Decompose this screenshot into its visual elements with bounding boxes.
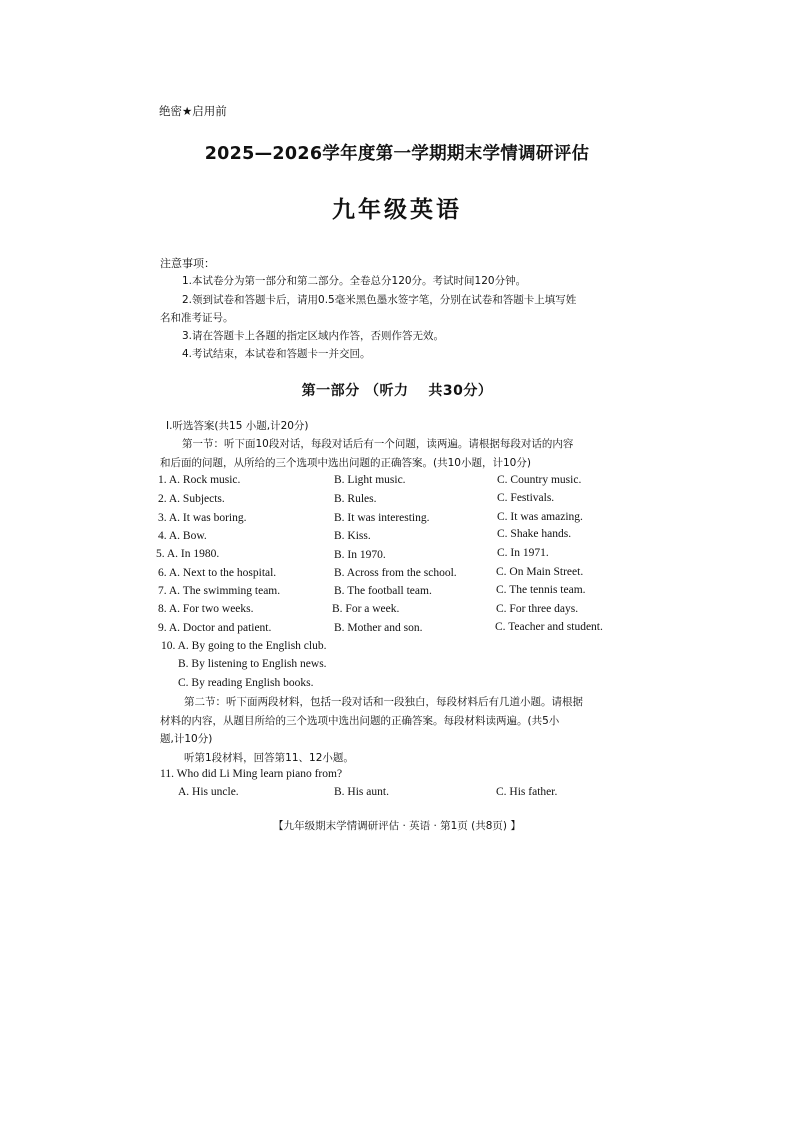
option-c: C. Teacher and student. [495,621,603,633]
sub-section-1-instructions: 第一节：听下面10段对话，每段对话后有一个问题，读两遍。请根据每段对话的内容 [182,438,574,450]
option-a: 7. A. The swimming team. [158,585,281,597]
option-c: C. On Main Street. [496,566,584,578]
option-a: 1. A. Rock music. [158,474,241,486]
note-item-3: 3.请在答题卡上各题的指定区域内作答，否则作答无效。 [182,330,445,342]
option-b: B. Mother and son. [334,622,423,634]
note-item-1: 1.本试卷分为第一部分和第二部分。全卷总分120分。考试时间120分钟。 [182,275,527,287]
page-footer: 【九年级期末学情调研评估 · 英语 · 第1页 (共8页) 】 [273,820,521,832]
option-b: B. It was interesting. [334,512,430,524]
option-a: 5. A. In 1980. [156,548,220,560]
option-b: B. His aunt. [334,786,389,798]
option-b: B. For a week. [332,603,400,615]
option-b: B. Across from the school. [334,567,457,579]
option-c: C. Shake hands. [497,528,572,540]
option-c: C. Festivals. [497,492,555,504]
option-b: B. Rules. [334,493,377,505]
option-c: C. His father. [496,786,558,798]
section-heading: Ⅰ.听选答案(共15 小题,计20分) [166,420,309,432]
option-a: A. His uncle. [178,786,239,798]
option-b: B. The football team. [334,585,432,597]
option-b: B. Kiss. [334,530,371,542]
option-c: C. It was amazing. [497,511,583,523]
option-b: B. Light music. [334,474,406,486]
option-a: 8. A. For two weeks. [158,603,254,615]
option-c: C. The tennis team. [496,584,586,596]
part-one-title: 第一部分 （听力 共30分） [301,383,493,399]
question-stem: 11. Who did Li Ming learn piano from? [160,768,343,780]
option-a: 9. A. Doctor and patient. [158,622,272,634]
option-b: B. In 1970. [334,549,386,561]
note-item-2-cont: 名和准考证号。 [160,312,234,324]
option-a: 4. A. Bow. [158,530,207,542]
option-a: 3. A. It was boring. [158,512,247,524]
option-c: C. Country music. [497,474,582,486]
option-c: C. By reading English books. [178,677,314,689]
material-1-instruction: 听第1段材料，回答第11、12小题。 [184,752,354,764]
option-a: 6. A. Next to the hospital. [158,567,277,579]
option-c: C. In 1971. [497,547,549,559]
option-a: 2. A. Subjects. [158,493,225,505]
sub-section-1-instructions-cont: 和后面的问题，从所给的三个选项中选出问题的正确答案。(共10小题，计10分) [160,457,531,469]
sub-section-2-instructions-end: 题,计10分) [160,733,213,745]
sub-section-2-instructions-cont: 材料的内容，从题目所给的三个选项中选出问题的正确答案。每段材料读两遍。(共5小 [160,715,560,727]
exam-title: 2025—2026学年度第一学期期末学情调研评估 [204,144,590,164]
sub-section-2-instructions: 第二节：听下面两段材料，包括一段对话和一段独白，每段材料后有几道小题。请根据 [184,696,583,708]
notes-heading: 注意事项： [160,257,215,270]
subject-title: 九年级英语 [332,197,462,223]
option-a: 10. A. By going to the English club. [161,640,327,652]
note-item-2: 2.领到试卷和答题卡后，请用0.5毫米黑色墨水签字笔，分别在试卷和答题卡上填写姓 [182,294,577,306]
note-item-4: 4.考试结束，本试卷和答题卡一并交回。 [182,348,371,360]
option-c: C. For three days. [496,603,579,615]
option-b: B. By listening to English news. [178,658,327,670]
confidential-label: 绝密★启用前 [159,104,227,118]
